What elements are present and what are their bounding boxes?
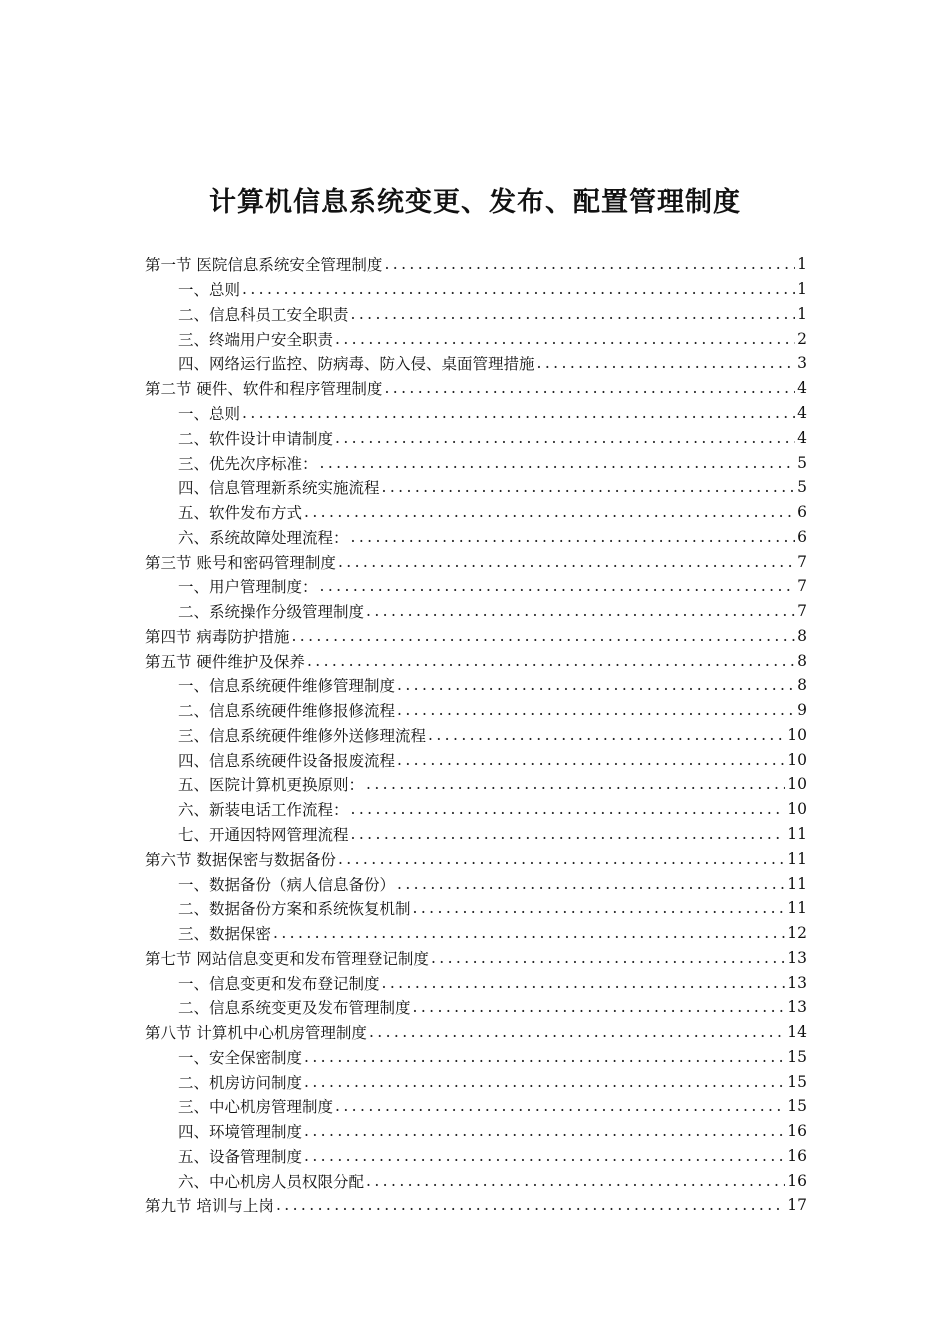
toc-page-number: 1 — [797, 280, 807, 299]
toc-page-number: 9 — [797, 701, 807, 720]
toc-dot-leader — [242, 280, 795, 298]
toc-page-number: 12 — [787, 924, 807, 943]
toc-subsection-entry[interactable] — [145, 772, 807, 797]
toc-page-number: 17 — [787, 1196, 807, 1215]
toc-entry-label: 三、优先次序标准： — [178, 454, 318, 473]
toc-page-number: 3 — [797, 354, 807, 373]
toc-entry-label: 七、开通因特网管理流程 — [178, 825, 349, 844]
toc-dot-leader — [382, 478, 796, 496]
toc-page-number: 1 — [797, 304, 807, 323]
toc-entry-label: 一、数据备份（病人信息备份） — [178, 875, 396, 894]
toc-dot-leader — [242, 404, 795, 422]
toc-dot-leader — [366, 775, 785, 793]
toc-entry-label: 六、中心机房人员权限分配 — [178, 1172, 365, 1191]
toc-dot-leader — [366, 602, 795, 620]
toc-subsection-entry[interactable] — [145, 673, 807, 698]
toc-page-number: 10 — [787, 725, 807, 744]
toc-entry-label: 三、终端用户安全职责 — [178, 330, 334, 349]
toc-page-number: 8 — [797, 626, 807, 645]
document-title: 计算机信息系统变更、发布、配置管理制度 — [209, 187, 741, 218]
toc-entry-label: 二、信息科员工安全职责 — [178, 305, 349, 324]
toc-entry-label: 二、机房访问制度 — [178, 1073, 303, 1092]
toc-subsection-entry[interactable] — [145, 1069, 807, 1094]
toc-page-number: 7 — [797, 552, 807, 571]
toc-page-number: 11 — [787, 849, 807, 868]
toc-subsection-entry[interactable] — [145, 1094, 807, 1119]
toc-page-number: 11 — [787, 824, 807, 843]
toc-dot-leader — [369, 1023, 785, 1041]
toc-page-number: 15 — [787, 1097, 807, 1116]
toc-section-entry[interactable] — [145, 252, 807, 277]
toc-entry-label: 二、软件设计申请制度 — [178, 429, 334, 448]
toc-dot-leader — [397, 676, 795, 694]
toc-section-entry[interactable] — [145, 1020, 807, 1045]
toc-entry-label: 三、信息系统硬件维修外送修理流程 — [178, 726, 427, 745]
toc-page-number: 13 — [787, 948, 807, 967]
toc-page-number: 10 — [787, 800, 807, 819]
toc-section-entry[interactable] — [145, 846, 807, 871]
toc-dot-leader — [351, 800, 786, 818]
toc-page-number: 1 — [797, 255, 807, 274]
toc-subsection-entry[interactable] — [145, 277, 807, 302]
toc-subsection-entry[interactable] — [145, 970, 807, 995]
toc-dot-leader — [304, 503, 795, 521]
toc-subsection-entry[interactable] — [145, 871, 807, 896]
toc-entry-label: 四、环境管理制度 — [178, 1123, 303, 1142]
toc-subsection-entry[interactable] — [145, 1119, 807, 1144]
toc-page-number: 7 — [797, 577, 807, 596]
toc-dot-leader — [413, 998, 786, 1016]
toc-entry-label: 二、信息系统硬件维修报修流程 — [178, 702, 396, 721]
toc-page-number: 14 — [787, 1023, 807, 1042]
toc-entry-label: 一、总则 — [178, 404, 241, 423]
toc-dot-leader — [351, 528, 796, 546]
toc-entry-label: 二、信息系统变更及发布管理制度 — [178, 999, 411, 1018]
toc-dot-leader — [397, 875, 785, 893]
toc-subsection-entry[interactable] — [145, 500, 807, 525]
toc-subsection-entry[interactable] — [145, 351, 807, 376]
toc-page-number: 4 — [797, 379, 807, 398]
toc-dot-leader — [320, 454, 796, 472]
toc-page-number: 5 — [797, 453, 807, 472]
toc-page-number: 10 — [787, 775, 807, 794]
toc-entry-label: 四、信息管理新系统实施流程 — [178, 479, 380, 498]
toc-subsection-entry[interactable] — [145, 401, 807, 426]
toc-page-number: 10 — [787, 750, 807, 769]
toc-subsection-entry[interactable] — [145, 698, 807, 723]
toc-entry-label: 一、安全保密制度 — [178, 1048, 303, 1067]
toc-page-number: 4 — [797, 428, 807, 447]
toc-dot-leader — [382, 974, 786, 992]
toc-page-number: 11 — [787, 874, 807, 893]
toc-subsection-entry[interactable] — [145, 524, 807, 549]
toc-entry-label: 第四节 病毒防护措施 — [145, 627, 290, 646]
toc-entry-label: 四、信息系统硬件设备报废流程 — [178, 751, 396, 770]
toc-entry-label: 第六节 数据保密与数据备份 — [145, 850, 336, 869]
toc-dot-leader — [366, 1172, 785, 1190]
toc-subsection-entry[interactable] — [145, 1045, 807, 1070]
toc-section-entry[interactable] — [145, 1193, 807, 1218]
toc-dot-leader — [273, 924, 785, 942]
toc-section-entry[interactable] — [145, 648, 807, 673]
toc-page-number: 16 — [787, 1171, 807, 1190]
toc-dot-leader — [304, 1147, 785, 1165]
toc-subsection-entry[interactable] — [145, 574, 807, 599]
toc-page-number: 6 — [797, 527, 807, 546]
toc-entry-label: 第八节 计算机中心机房管理制度 — [145, 1024, 367, 1043]
toc-entry-label: 第五节 硬件维护及保养 — [145, 652, 305, 671]
toc-dot-leader — [335, 1097, 785, 1115]
toc-dot-leader — [384, 379, 795, 397]
toc-page-number: 13 — [787, 973, 807, 992]
toc-entry-label: 六、系统故障处理流程： — [178, 528, 349, 547]
toc-section-entry[interactable] — [145, 945, 807, 970]
toc-entry-label: 第七节 网站信息变更和发布管理登记制度 — [145, 949, 429, 968]
toc-subsection-entry[interactable] — [145, 302, 807, 327]
toc-entry-label: 四、网络运行监控、防病毒、防入侵、桌面管理措施 — [178, 355, 535, 374]
toc-dot-leader — [351, 825, 786, 843]
toc-page-number: 15 — [787, 1072, 807, 1091]
toc-dot-leader — [338, 850, 785, 868]
toc-dot-leader — [351, 305, 796, 323]
toc-dot-leader — [304, 1048, 785, 1066]
toc-subsection-entry[interactable] — [145, 1168, 807, 1193]
toc-subsection-entry[interactable] — [145, 450, 807, 475]
toc-page-number: 16 — [787, 1122, 807, 1141]
toc-subsection-entry[interactable] — [145, 921, 807, 946]
toc-page-number: 8 — [797, 676, 807, 695]
toc-entry-label: 五、设备管理制度 — [178, 1147, 303, 1166]
toc-page-number: 7 — [797, 602, 807, 621]
toc-dot-leader — [291, 627, 795, 645]
toc-subsection-entry[interactable] — [145, 599, 807, 624]
toc-page-number: 5 — [797, 478, 807, 497]
toc-subsection-entry[interactable] — [145, 822, 807, 847]
toc-section-entry[interactable] — [145, 376, 807, 401]
toc-dot-leader — [304, 1122, 785, 1140]
toc-subsection-entry[interactable] — [145, 995, 807, 1020]
toc-subsection-entry[interactable] — [145, 896, 807, 921]
toc-subsection-entry[interactable] — [145, 1144, 807, 1169]
toc-dot-leader — [335, 330, 795, 348]
toc-section-entry[interactable] — [145, 549, 807, 574]
toc-page-number: 4 — [797, 403, 807, 422]
toc-entry-label: 二、系统操作分级管理制度 — [178, 603, 365, 622]
toc-dot-leader — [428, 726, 785, 744]
toc-dot-leader — [384, 255, 795, 273]
toc-entry-label: 一、信息系统硬件维修管理制度 — [178, 677, 396, 696]
toc-entry-label: 第三节 账号和密码管理制度 — [145, 553, 336, 572]
toc-dot-leader — [304, 1073, 785, 1091]
toc-subsection-entry[interactable] — [145, 797, 807, 822]
toc-dot-leader — [335, 429, 795, 447]
toc-dot-leader — [320, 577, 796, 595]
toc-dot-leader — [276, 1196, 785, 1214]
toc-page-number: 8 — [797, 651, 807, 670]
toc-page-number: 16 — [787, 1146, 807, 1165]
toc-subsection-entry[interactable] — [145, 747, 807, 772]
toc-subsection-entry[interactable] — [145, 326, 807, 351]
toc-dot-leader — [338, 553, 795, 571]
toc-entry-label: 五、医院计算机更换原则： — [178, 776, 365, 795]
toc-entry-label: 三、数据保密 — [178, 925, 272, 944]
toc-entry-label: 一、信息变更和发布登记制度 — [178, 974, 380, 993]
table-of-contents — [145, 252, 807, 1218]
toc-entry-label: 六、新装电话工作流程： — [178, 801, 349, 820]
toc-subsection-entry[interactable] — [145, 425, 807, 450]
toc-dot-leader — [413, 899, 786, 917]
toc-entry-label: 第一节 医院信息系统安全管理制度 — [145, 256, 383, 275]
toc-dot-leader — [537, 354, 796, 372]
toc-page-number: 6 — [797, 503, 807, 522]
toc-dot-leader — [397, 701, 795, 719]
toc-entry-label: 五、软件发布方式 — [178, 504, 303, 523]
toc-page-number: 11 — [787, 899, 807, 918]
toc-page-number: 15 — [787, 1047, 807, 1066]
toc-entry-label: 三、中心机房管理制度 — [178, 1098, 334, 1117]
toc-entry-label: 一、用户管理制度： — [178, 578, 318, 597]
toc-subsection-entry[interactable] — [145, 475, 807, 500]
toc-entry-label: 第二节 硬件、软件和程序管理制度 — [145, 380, 383, 399]
toc-entry-label: 第九节 培训与上岗 — [145, 1197, 274, 1216]
toc-section-entry[interactable] — [145, 623, 807, 648]
toc-dot-leader — [307, 652, 795, 670]
toc-subsection-entry[interactable] — [145, 723, 807, 748]
toc-page-number: 13 — [787, 998, 807, 1017]
toc-dot-leader — [397, 751, 785, 769]
toc-dot-leader — [431, 949, 785, 967]
toc-entry-label: 一、总则 — [178, 281, 241, 300]
toc-page-number: 2 — [797, 329, 807, 348]
toc-entry-label: 二、数据备份方案和系统恢复机制 — [178, 900, 411, 919]
